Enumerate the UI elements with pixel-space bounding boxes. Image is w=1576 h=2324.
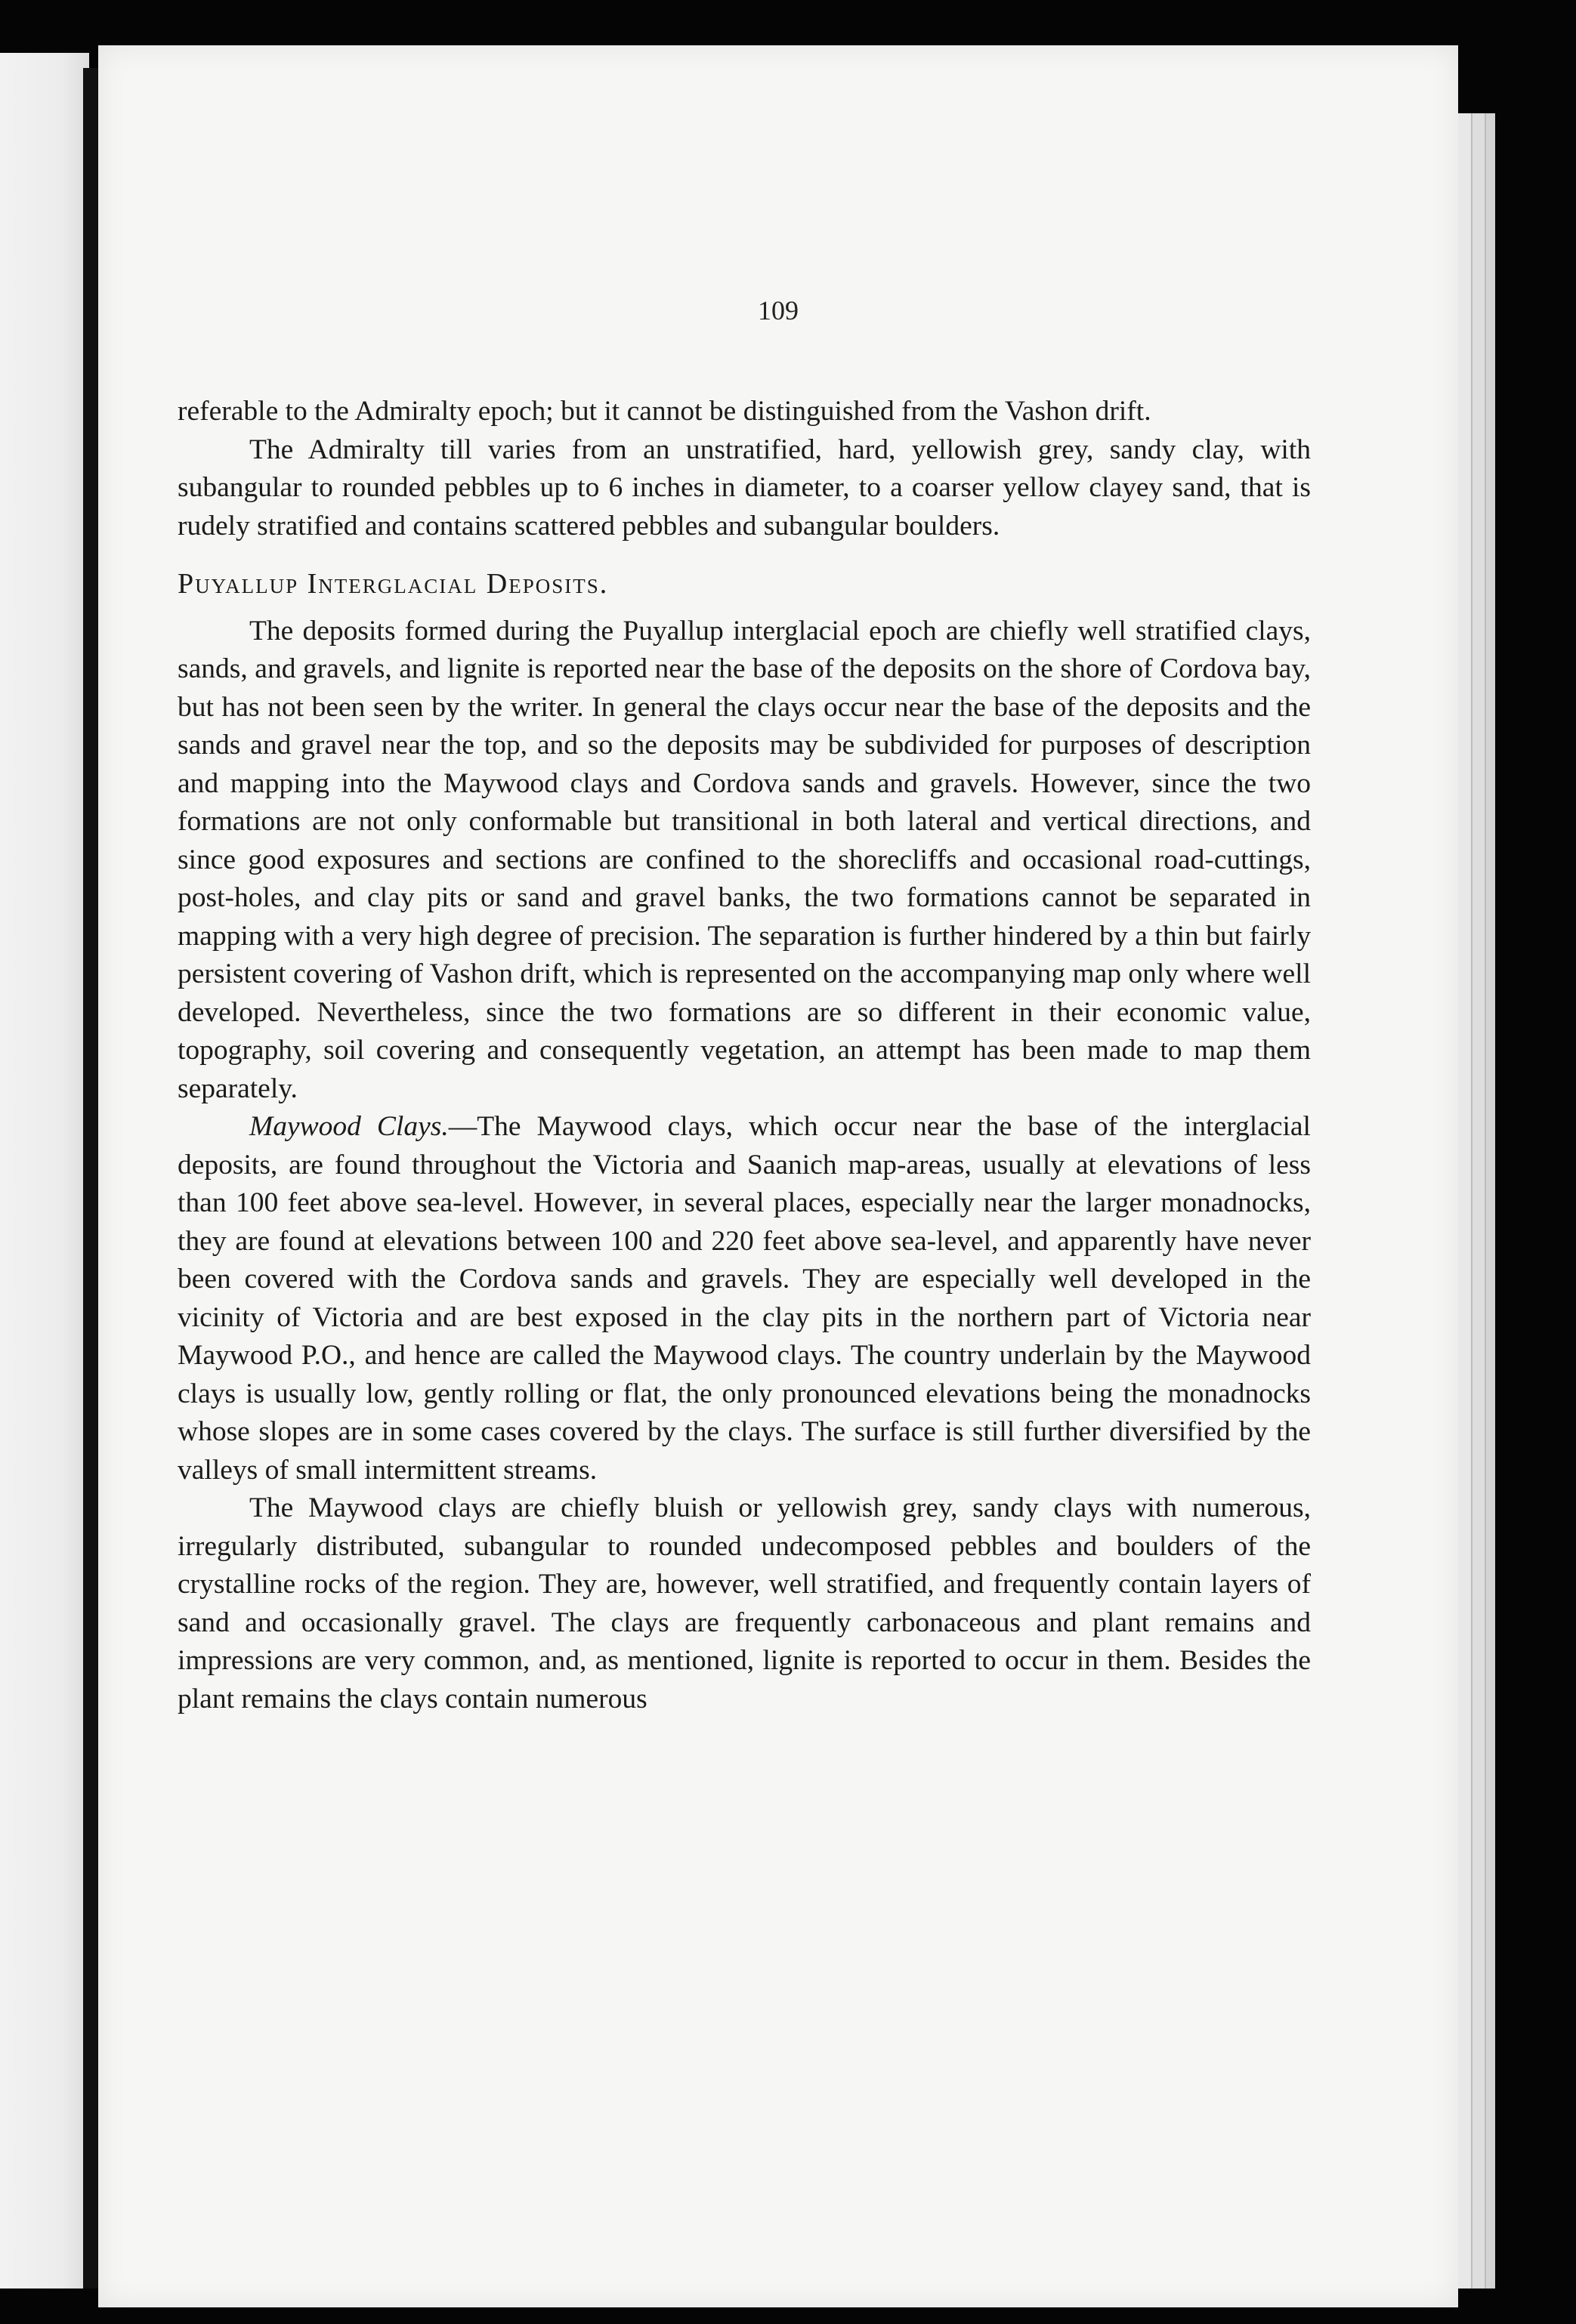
left-page-edge: [0, 53, 89, 2289]
binding-gutter: [83, 68, 100, 2289]
paragraph-continuation: referable to the Admiralty epoch; but it cannot be distinguished from the Vashon drift.: [178, 396, 1151, 427]
section-heading-puyallup: Puyallup Interglacial Deposits.: [178, 568, 609, 600]
subhead-maywood-clays: Maywood Clays.: [249, 1111, 449, 1142]
page-edge-stack: [1485, 113, 1495, 2289]
book-page: [98, 45, 1458, 2307]
paragraph-admiralty-till: The Admiralty till varies from an unstratified, hard, yellowish grey, sandy clay, with subangular to rounded pebbles up to 6 inches in diameter, to a coarser yellow clayey sand, that is rudely stratified and contains scattered pebbles and subangular boulders.: [178, 434, 1311, 542]
page-edge-stack: [1471, 113, 1486, 2289]
paragraph-maywood-description: The Maywood clays are chiefly bluish or yellowish grey, sandy clays with numerous, irregularly distributed, subangular to rounded undecomposed pebbles and boulders of the crystalline rocks of the region. They are, however, well stratified, and frequently contain layers of sand and occasionally gravel. The clays are frequently carbonaceous and plant remains and impressions are very common, and, as mentioned, lignite is reported to occur in them. Besides the plant remains the clays contain numerous: [178, 1492, 1311, 1714]
page-number: 109: [758, 295, 799, 326]
paragraph-puyallup-deposits: The deposits formed during the Puyallup interglacial epoch are chiefly well stratified clays, sands, and gravels, and lignite is reported near the base of the deposits on the shore of Cordova bay, but has not been seen by the writer. In general the clays occur near the base of the deposits and the sands and gravel near the top, and so the deposits may be subdivided for purposes of description and mapping into the Maywood clays and Cordova sands and gravels. However, since the two formations are not only conformable but transitional in both lateral and vertical directions, and since good exposures and sections are confined to the shorecliffs and occasional road-cuttings, post-holes, and clay pits or sand and gravel banks, the two formations cannot be separated in mapping with a very high degree of precision. The separation is further hindered by a thin but fairly persistent covering of Vashon drift, which is represented on the accompanying map only where well developed. Nevertheless, since the two formations are so different in their economic value, topography, soil covering and consequently vegetation, an attempt has been made to map them separately.: [178, 615, 1311, 1104]
paragraph-maywood-clays-text: —The Maywood clays, which occur near the base of the interglacial deposits, are found throughout the Victoria and Saanich map-areas, usually at elevations of less than 100 feet above sea-level. However, in several places, especially near the larger monadnocks, they are found at elevations between 100 and 220 feet above sea-level, and apparently have never been covered with the Cordova sands and gravels. They are especially well developed in the vicinity of Victoria and are best exposed in the clay pits in the northern part of Victoria near Maywood P.O., and hence are called the Maywood clays. The country underlain by the Maywood clays is usually low, gently rolling or flat, the only pronounced elevations being the monadnocks whose slopes are in some cases covered by the clays. The surface is still further diversified by the valleys of small intermittent streams.: [178, 1111, 1311, 1486]
page-body: [178, 393, 1311, 1718]
paragraph-maywood-clays: [178, 1108, 1311, 1489]
